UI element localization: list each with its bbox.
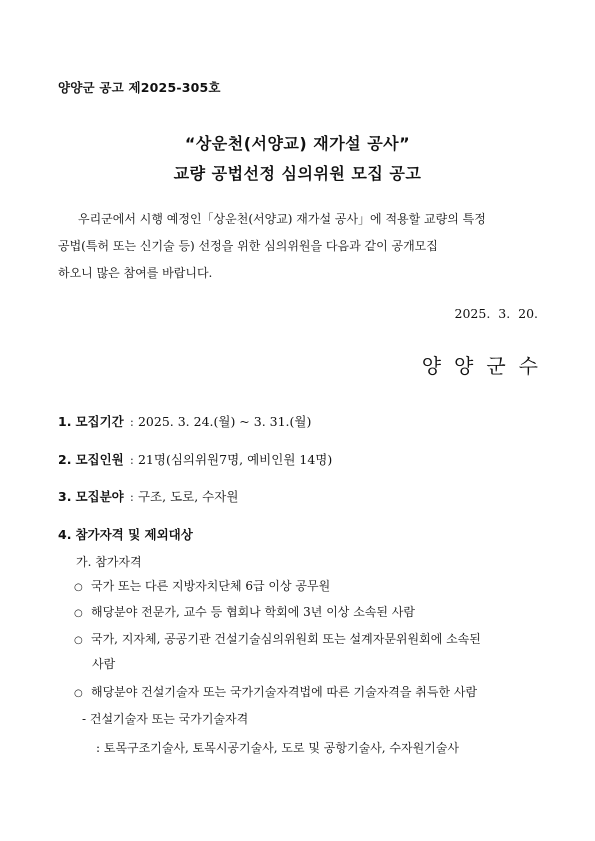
- item-number: 2.: [58, 452, 72, 467]
- item-separator: :: [129, 452, 134, 467]
- item-number: 1.: [58, 414, 72, 429]
- item-recruit-period: [58, 412, 311, 430]
- item-value: 구조, 도로, 수자원: [137, 489, 239, 504]
- notice-number: 양양군 공고 제2025-305호: [58, 80, 221, 95]
- item-heading: 모집분야: [75, 489, 124, 504]
- item-eligibility: [58, 525, 193, 543]
- bullet-text: 해당분야 건설기술자 또는 국가기술자격법에 따른 기술자격을 취득한 사람: [91, 685, 478, 699]
- item-separator: :: [129, 489, 134, 504]
- eligibility-bullet: [74, 683, 477, 700]
- sub-heading-eligibility: 가. 참가자격: [76, 555, 142, 569]
- item-heading: 참가자격 및 제외대상: [75, 527, 193, 542]
- dash-item-qualification-type: - 건설기술자 또는 국가기술자격: [82, 712, 249, 726]
- item-recruit-count: [58, 450, 332, 468]
- eligibility-bullet: [74, 577, 330, 594]
- item-value: 21명(심의위원7명, 예비인원 14명): [137, 452, 333, 467]
- item-recruit-field: [58, 487, 238, 505]
- intro-line-2: 공법(특허 또는 신기술 등) 선정을 위한 심의위원을 다음과 같이 공개모집: [58, 239, 438, 253]
- eligibility-bullet: [74, 630, 481, 647]
- title-line-2: 교량 공법선정 심의위원 모집 공고: [173, 164, 422, 183]
- item-number: 3.: [58, 489, 72, 504]
- intro-line-1: 우리군에서 시행 예정인「상운천(서양교) 재가설 공사」에 적용할 교량의 특정: [78, 212, 486, 226]
- notice-date: 2025. 3. 20.: [454, 306, 538, 321]
- issuer-name: 양양군수: [421, 354, 551, 378]
- bullet-text: 국가, 지자체, 공공기관 건설기술심의위원회 또는 설계자문위원회에 소속된: [91, 632, 481, 646]
- bullet-text: 국가 또는 다른 지방자치단체 6급 이상 공무원: [91, 579, 331, 593]
- circle-bullet-icon: ○: [74, 688, 83, 699]
- circle-bullet-icon: ○: [74, 608, 83, 619]
- circle-bullet-icon: ○: [74, 582, 83, 593]
- bullet-continuation: 사람: [92, 657, 116, 671]
- bullet-text: 해당분야 전문가, 교수 등 협회나 학회에 3년 이상 소속된 사람: [91, 605, 415, 619]
- item-separator: :: [129, 414, 134, 429]
- item-heading: 모집인원: [75, 452, 124, 467]
- circle-bullet-icon: ○: [74, 635, 83, 646]
- title-line-1: “상운천(서양교) 재가설 공사”: [184, 134, 411, 153]
- item-value: 2025. 3. 24.(월) ~ 3. 31.(월): [137, 414, 312, 429]
- item-heading: 모집기간: [75, 414, 124, 429]
- qualification-list: : 토목구조기술사, 토목시공기술사, 도로 및 공항기술사, 수자원기술사: [96, 741, 459, 755]
- intro-line-3: 하오니 많은 참여를 바랍니다.: [58, 266, 213, 280]
- eligibility-bullet: [74, 603, 415, 620]
- item-number: 4.: [58, 527, 72, 542]
